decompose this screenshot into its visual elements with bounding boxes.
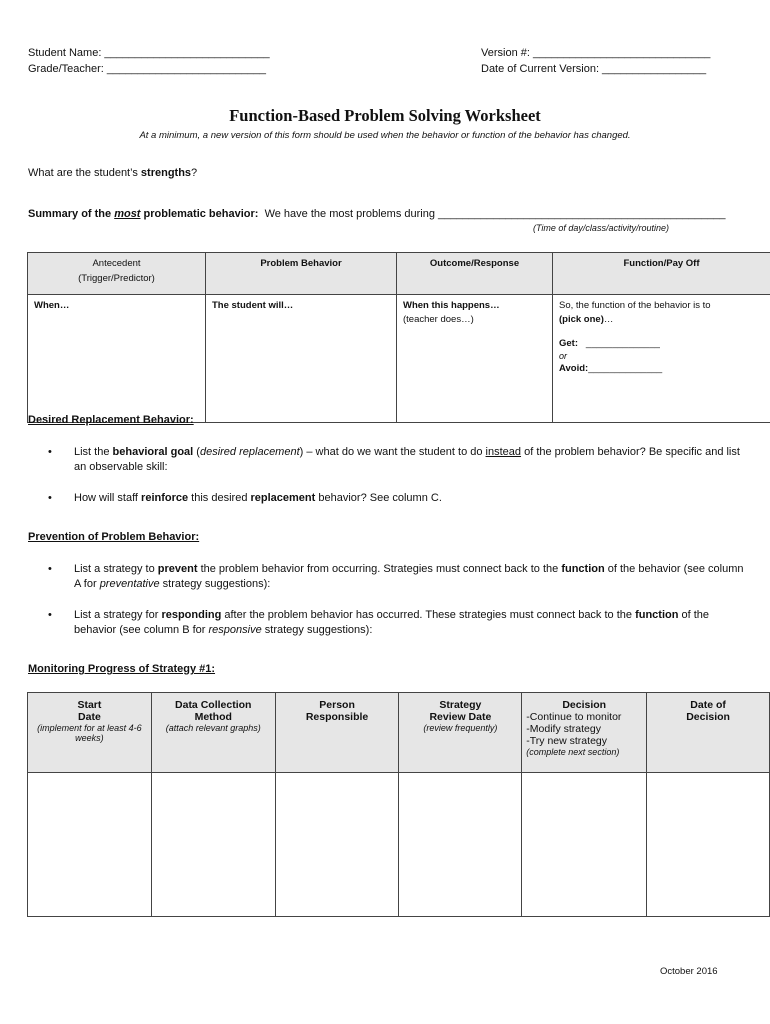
outcome-response-header: Outcome/Response xyxy=(397,253,553,295)
function-payoff-header: Function/Pay Off xyxy=(553,253,770,295)
antecedent-cell[interactable]: When… xyxy=(28,295,206,423)
person-responsible-cell[interactable] xyxy=(275,773,399,917)
desired-replacement-list xyxy=(48,445,748,506)
bullet-icon: • xyxy=(48,492,52,504)
antecedent-header: Antecedent (Trigger/Predictor) xyxy=(28,253,206,295)
list-item: • List a strategy for responding after the problem behavior has occurred. These strategies must connect back to the function of the behavior (see column B for responsive strategy suggestions): xyxy=(48,609,710,636)
problem-behavior-header: Problem Behavior xyxy=(206,253,397,295)
function-payoff-cell[interactable]: So, the function of the behavior is to (pick one)… Get: ______________ or Avoid:______________ xyxy=(553,295,770,423)
person-responsible-header: Person Responsible xyxy=(275,693,399,773)
bullet-icon: • xyxy=(48,446,52,458)
version-field[interactable]: Version #: _____________________________ xyxy=(481,47,711,59)
monitoring-table xyxy=(27,692,770,917)
outcome-response-cell[interactable]: When this happens… (teacher does…) xyxy=(397,295,553,423)
abc-table xyxy=(27,252,770,423)
footer-date: October 2016 xyxy=(660,966,718,977)
date-of-decision-header: Date of Decision xyxy=(647,693,770,773)
strengths-prompt: What are the student’s strengths? xyxy=(28,167,198,179)
start-date-cell[interactable] xyxy=(28,773,152,917)
strategy-review-header: Strategy Review Date (review frequently) xyxy=(399,693,522,773)
bullet-icon: • xyxy=(48,563,52,575)
decision-cell[interactable] xyxy=(522,773,647,917)
summary-note: (Time of day/class/activity/routine) xyxy=(533,223,669,233)
decision-header: Decision -Continue to monitor -Modify strategy -Try new strategy (complete next section) xyxy=(522,693,647,773)
date-of-decision-cell[interactable] xyxy=(647,773,770,917)
strategy-review-cell[interactable] xyxy=(399,773,522,917)
problem-behavior-cell[interactable]: The student will… xyxy=(206,295,397,423)
page-subtitle: At a minimum, a new version of this form should be used when the behavior or function of the behavior has changed. xyxy=(139,130,631,141)
page-title: Function-Based Problem Solving Worksheet xyxy=(229,106,541,125)
desired-replacement-heading: Desired Replacement Behavior: xyxy=(28,414,194,426)
data-collection-header: Data Collection Method (attach relevant graphs) xyxy=(151,693,275,773)
list-item: • List a strategy to prevent the problem behavior from occurring. Strategies must connect back to the function of the behavior (see column A for preventative strategy suggestions): xyxy=(48,563,744,590)
list-item: • List the behavioral goal (desired replacement) – what do we want the student to do instead of the problem behavior? Be specific and list an observable skill: xyxy=(48,446,740,473)
date-current-version-field[interactable]: Date of Current Version: _________________ xyxy=(481,63,707,75)
list-item: • How will staff reinforce this desired replacement behavior? See column C. xyxy=(48,492,442,504)
summary-prompt: Summary of the most problematic behavior: We have the most problems during _______________________________________________ xyxy=(28,208,726,220)
bullet-icon: • xyxy=(48,609,52,621)
prevention-list xyxy=(48,562,748,638)
prevention-heading: Prevention of Problem Behavior: xyxy=(28,531,200,543)
start-date-header: Start Date (implement for at least 4-6 weeks) xyxy=(28,693,152,773)
data-collection-cell[interactable] xyxy=(151,773,275,917)
monitoring-heading: Monitoring Progress of Strategy #1: xyxy=(28,663,216,675)
student-name-field[interactable]: Student Name: ___________________________ xyxy=(28,47,270,59)
grade-teacher-field[interactable]: Grade/Teacher: __________________________ xyxy=(28,63,266,75)
